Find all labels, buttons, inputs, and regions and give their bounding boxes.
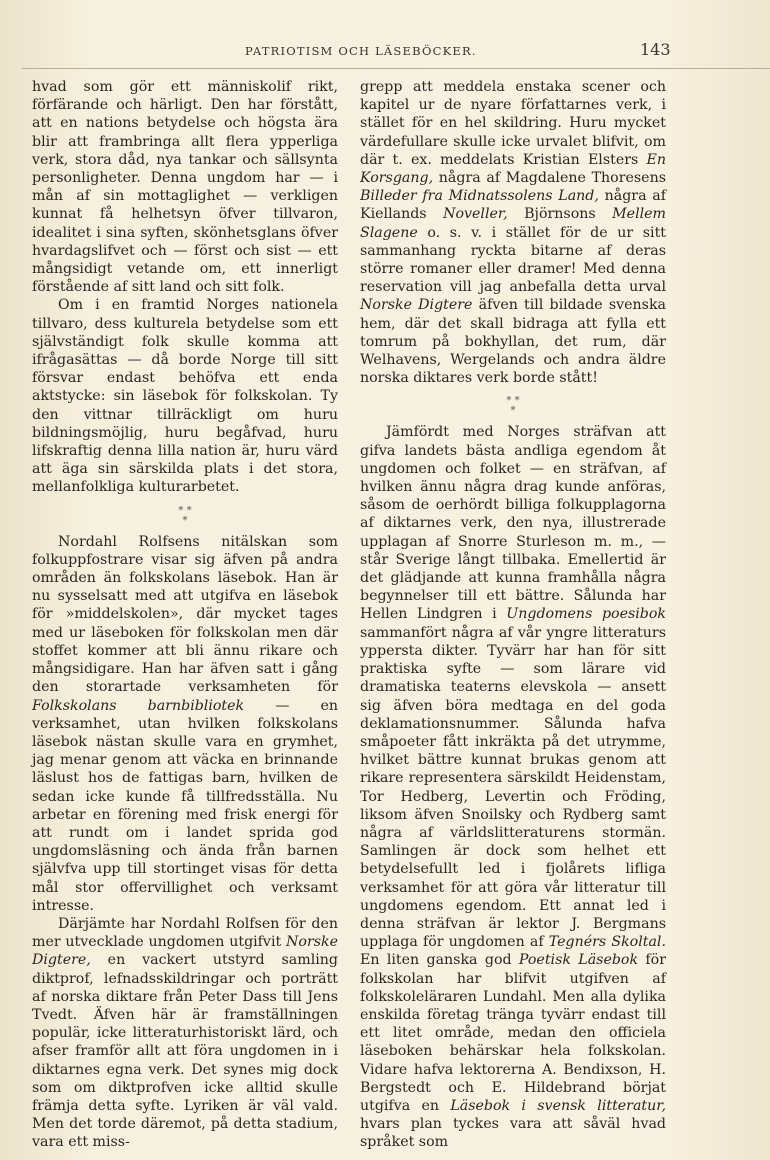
book-title: Folkskolans barnbibliotek: [32, 697, 245, 714]
page-number: 143: [640, 40, 671, 59]
right-column: [360, 78, 666, 1152]
left-column: [32, 78, 338, 1152]
book-title: En Korsgang,: [360, 151, 666, 187]
section-divider: ⁎ ⁎ ⁎: [506, 392, 520, 414]
section-divider: ⁎ ⁎ ⁎: [178, 501, 192, 523]
paragraph: Därjämte har Nordahl Rolfsen för den mer utvecklade ungdomen utgifvit Norske Digtere, en vackert utstyrd samling diktprof, lefnadsskildringar och porträtt af norska diktare från Peter Dass till Jens Tvedt. Äfven här är framställningen populär, icke litteraturhistoriskt lärd, och afser framför allt att föra ungdomen in i diktarnes egna verk. Det synes mig dock som om diktprofven icke alltid skulle främja detta syfte. Lyriken är väl vald. Men det torde däremot, på detta stadium, vara ett miss-: [32, 915, 338, 1151]
book-title: Norske Digtere,: [32, 934, 338, 969]
running-header: PATRIOTISM OCH LÄSEBÖCKER.: [245, 44, 477, 58]
book-title: Norske Digtere: [360, 297, 473, 314]
book-title: Tegnérs Skoltal.: [548, 934, 666, 951]
book-title: Ungdomens poesibok: [506, 606, 666, 623]
paragraph: Om i en framtid Norges nationela tillvaro, dess kulturela betydelse som ett självständigt folk skulle komma att ifrågasättas — då borde Norge till sitt försvar endast behöfva ett enda aktstycke: sin läsebok för folkskolan. Ty den vittnar tillräckligt om huru bildningsmöjlig, huru begåfvad, huru lifskraftig denna lilla nation är, huru värd att äga sin särskilda plats i det stora, mellanfolkliga kulturarbetet.: [32, 297, 338, 496]
book-title: Poetisk Läsebok: [518, 952, 639, 969]
book-title: Läsebok i svensk litteratur,: [450, 1097, 666, 1114]
paragraph: Jämfördt med Norges sträfvan att gifva landets bästa andliga egendom åt ungdomen och folket — en sträfvan, af hvilken ännu några drag kunde anföras, såsom de oerhördt billiga folkupplagorna af diktarnes verk, den nya, illustrerade upplagan af Snorre Sturleson m. m., — står Sverige långt tillbaka. Emellertid är det glädjande att kunna framhålla några begynnelser till ett bättre. Sålunda har Hellen Lindgren i Ungdomens poesibok sammanfört några af vår yngre litteraturs yppersta dikter. Tyvärr har han för sitt praktiska syfte — som lärare vid dramatiska teaterns elevskola — ansett sig äfven böra medtaga en del goda deklamationsnummer. Sålunda hafva småpoeter fått inkräkta på det utrymme, hvilket bättre kunnat brukas genom att rikare representera särskildt Heidenstam, Tor Hedberg, Levertin och Fröding, liksom äfven Snoilsky och Rydberg samt några af världslitteraturens stormän. Samlingen är dock som helhet ett betydelsefullt led i fjolårets lifliga verksamhet för att göra vår litteratur till ungdomens egendom. Ett annat led i denna sträfvan är lektor J. Bergmans upplaga för ungdomen af Tegnérs Skoltal. En liten ganska god Poetisk Läsebok för folkskolan har blifvit utgifven af folkskoleläraren Lundahl. Men alla dylika enskilda företag tränga tyvärr endast till ett litet område, medan den officiela läseboken behärskar hela folkskolan. Vidare hafva lektorerna A. Bendixson, H. Bergstedt och E. Hildebrand börjat utgifva en Läsebok i svensk litteratur, hvars plan tyckes vara att såväl hvad språket som: [360, 424, 667, 1151]
paragraph: Nordahl Rolfsens nitälskan som folkuppfostrare visar sig äfven på andra områden än folkskolans läsebok. Han är nu sysselsatt med att utgifva en läsebok för »middelskolen», där mycket tages med ur läseboken för folkskolan men där stoffet kommer att bli ännu rikare och mångsidigare. Han har äfven satt i gång den storartade verksamheten för Folkskolans barnbibliotek — en verksamhet, utan hvilken folkskolans läsebok nästan skulle vara en grymhet, jag menar genom att väcka en brinnande läslust hos de fattigas barn, hvilken de sedan icke kunde få tillfredsställa. Nu arbetar en förening med frisk energi för att rundt om i landet sprida god ungdomsläsning och ända från barnen självfva upp till stortinget visas för detta mål stor offervillighet och verksamt intresse.: [32, 533, 338, 914]
book-title: Mellem Slagene: [360, 206, 667, 241]
header-rule: [22, 68, 770, 69]
book-title: Billeder fra Midnatssolens Land,: [360, 188, 599, 205]
paragraph: grepp att meddela enstaka scener och kapitel ur de nyare författarnes verk, i stället för en hel skildring. Huru mycket värdefullare skulle icke urvalet blifvit, om där t. ex. meddelats Kristian Elsters En Korsgang, några af Magdalene Thoresens Billeder fra Midnatssolens Land, några af Kiellands Noveller, Björnsons Mellem Slagene o. s. v. i stället för de ur sitt sammanhang ryckta bitarne af deras större romaner eller dramer! Med denna reservation vill jag anbefalla detta urval Norske Digtere äfven till bildade svenska hem, där det skall bidraga att fylla ett tomrum på bokhyllan, det rum, där Welhavens, Wergelands och andra äldre norska diktares verk borde stått!: [360, 79, 667, 387]
book-title: Noveller,: [443, 206, 508, 223]
paragraph: hvad som gör ett människolif rikt, förfärande och härligt. Den har förstått, att en nations betydelse och högsta ära blir att frambringa allt flera ypperliga verk, stora dåd, nya tankar och sällsynta personligheter. Denna ungdom har — i mån af sin mottaglighet — verkligen kunnat få helhetsyn öfver tillvaron, idealitet i sina syften, skönhetsglans öfver hvardagslifvet och — först och sist — ett mångsidigt vetande om, ett innerligt förstående af sitt land och sitt folk.: [32, 79, 338, 296]
